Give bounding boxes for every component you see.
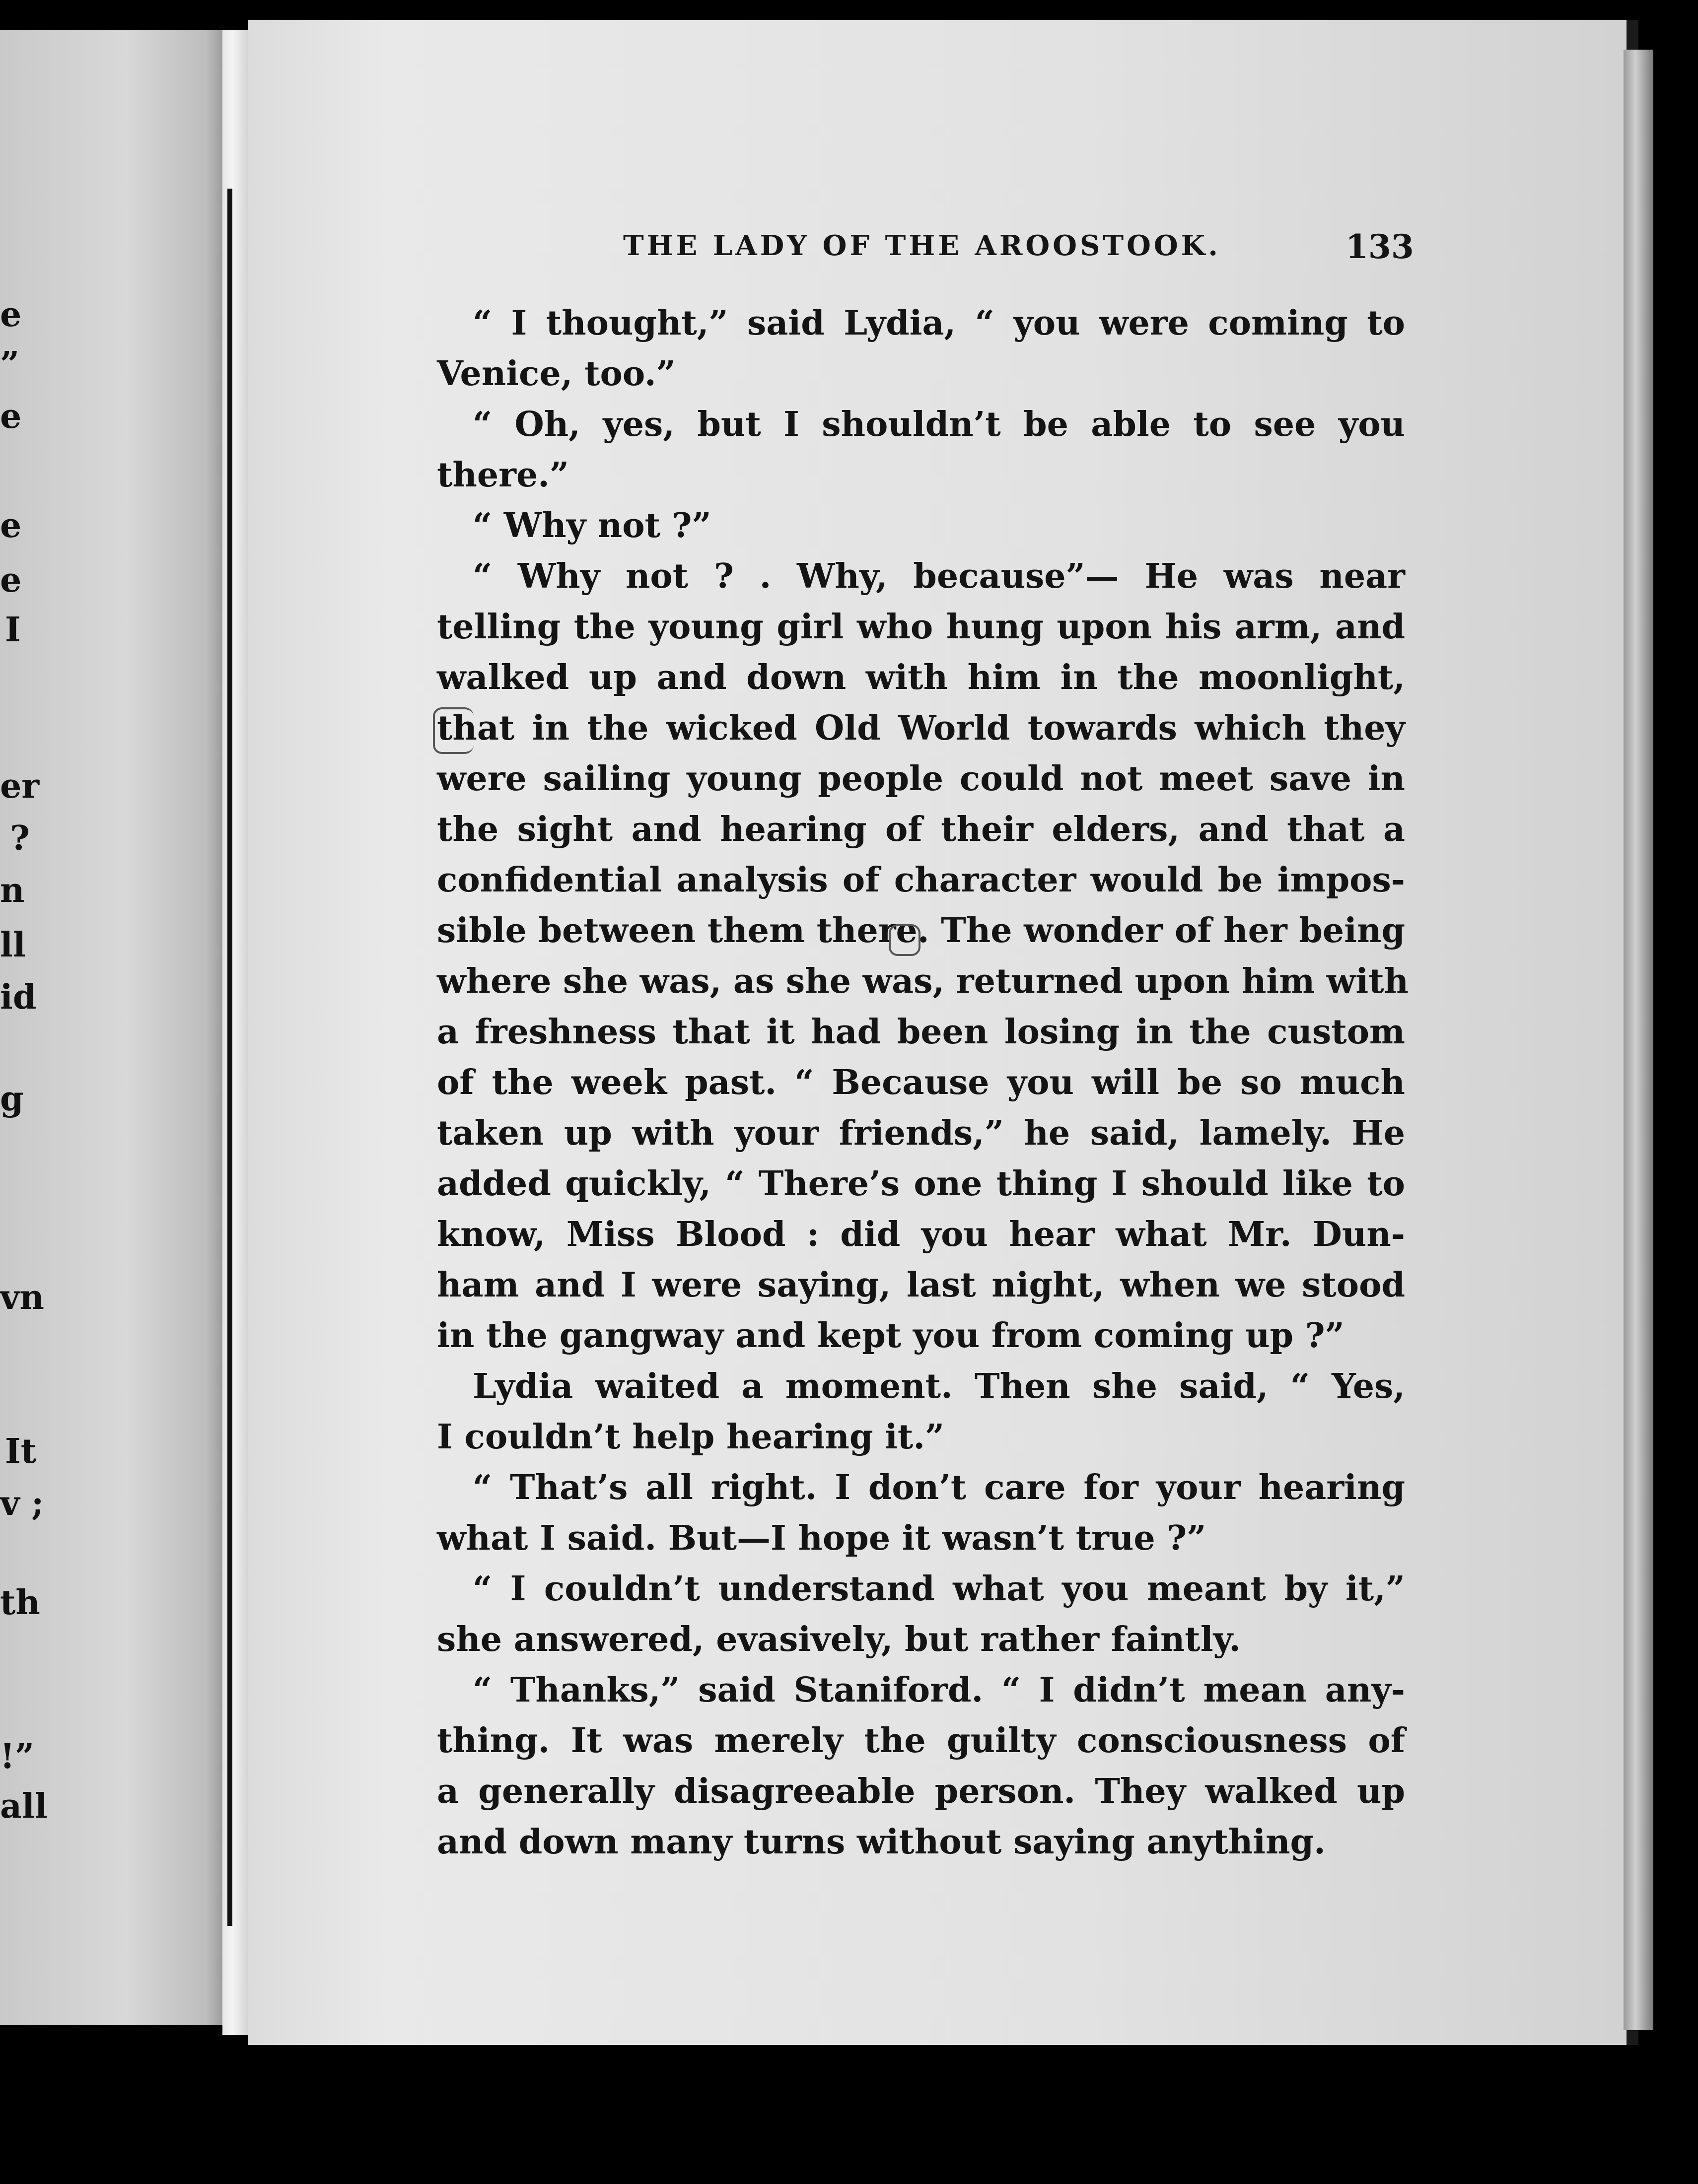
facing-page-fragment: It bbox=[5, 1432, 37, 1471]
text-line: the sight and hearing of their elders, and that a bbox=[437, 810, 1405, 849]
facing-page-fragment: id bbox=[0, 977, 37, 1017]
text-line: a freshness that it had been losing in the custom bbox=[437, 1012, 1405, 1052]
text-line: thing. It was merely the guilty consciousness of bbox=[437, 1721, 1405, 1761]
facing-page-fragment: e bbox=[0, 560, 22, 600]
text-line: ham and I were saying, last night, when we stood bbox=[437, 1265, 1405, 1305]
text-line: know, Miss Blood : did you hear what Mr. Dun- bbox=[437, 1215, 1405, 1254]
text-line: “ Thanks,” said Staniford. “ I didn’t mean any- bbox=[473, 1670, 1405, 1710]
pencil-mark bbox=[433, 707, 474, 754]
text-line: sible between them there. The wonder of her being bbox=[437, 911, 1405, 951]
facing-page-fragment: vn bbox=[0, 1278, 44, 1317]
facing-page-fragment: n bbox=[0, 871, 25, 910]
text-line: taken up with your friends,” he said, lamely. He bbox=[437, 1113, 1405, 1153]
body-text bbox=[437, 298, 1409, 1867]
facing-page-fragment: e bbox=[0, 295, 22, 335]
pencil-mark bbox=[889, 924, 920, 956]
running-head: THE LADY OF THE AROOSTOOK. bbox=[623, 229, 1221, 262]
text-line: and down many turns without saying anything. bbox=[437, 1822, 1326, 1862]
text-line: she answered, evasively, but rather faintly. bbox=[437, 1620, 1241, 1659]
text-line: where she was, as she was, returned upon him with bbox=[437, 961, 1409, 1001]
text-line: were sailing young people could not meet save in bbox=[437, 759, 1405, 799]
text-line: “ Why not ? . Why, because”— He was near bbox=[473, 556, 1405, 596]
text-line: “ Oh, yes, but I shouldn’t be able to see you bbox=[473, 405, 1405, 444]
gutter-shadow-line bbox=[227, 189, 232, 1926]
text-line: there.” bbox=[437, 455, 569, 495]
facing-page-fragment: ” bbox=[0, 344, 20, 384]
facing-page-fragment: ll bbox=[0, 925, 26, 965]
text-line: walked up and down with him in the moonlight, bbox=[437, 658, 1405, 697]
text-line: telling the young girl who hung upon his arm, and bbox=[437, 607, 1405, 647]
text-line: of the week past. “ Because you will be so much bbox=[437, 1063, 1405, 1102]
facing-page-fragment: all bbox=[0, 1786, 48, 1826]
facing-page-fragment: th bbox=[0, 1583, 40, 1623]
facing-page-fragment: I bbox=[5, 610, 21, 650]
text-line: “ Why not ?” bbox=[473, 506, 711, 546]
text-line: Lydia waited a moment. Then she said, “ Yes, bbox=[473, 1366, 1405, 1406]
facing-page-fragment: e bbox=[0, 506, 22, 546]
text-line: “ I couldn’t understand what you meant by it,” bbox=[473, 1569, 1405, 1609]
facing-page-fragment: er bbox=[0, 766, 40, 806]
text-line: a generally disagreeable person. They walked up bbox=[437, 1772, 1405, 1811]
page-edge bbox=[1624, 50, 1653, 2030]
text-line: “ That’s all right. I don’t care for your hearing bbox=[473, 1468, 1405, 1507]
text-line: “ I thought,” said Lydia, “ you were coming to bbox=[473, 303, 1405, 343]
facing-page-fragment: e bbox=[0, 397, 22, 436]
text-line: that in the wicked Old World towards which they bbox=[437, 708, 1405, 748]
text-line: in the gangway and kept you from coming up ?” bbox=[437, 1316, 1344, 1356]
text-line: I couldn’t help hearing it.” bbox=[437, 1417, 945, 1457]
text-line: what I said. But—I hope it wasn’t true ?” bbox=[437, 1518, 1206, 1558]
facing-page-fragment: g bbox=[0, 1079, 24, 1119]
facing-page-fragment: v ; bbox=[0, 1484, 44, 1523]
text-line: Venice, too.” bbox=[437, 354, 676, 394]
facing-page-fragment: ? bbox=[10, 819, 30, 858]
text-line: confidential analysis of character would be impos- bbox=[437, 860, 1405, 900]
text-line: added quickly, “ There’s one thing I should like to bbox=[437, 1164, 1405, 1204]
facing-page-fragment: !” bbox=[0, 1737, 34, 1776]
facing-page bbox=[0, 30, 229, 2025]
page-number: 133 bbox=[1345, 227, 1414, 266]
